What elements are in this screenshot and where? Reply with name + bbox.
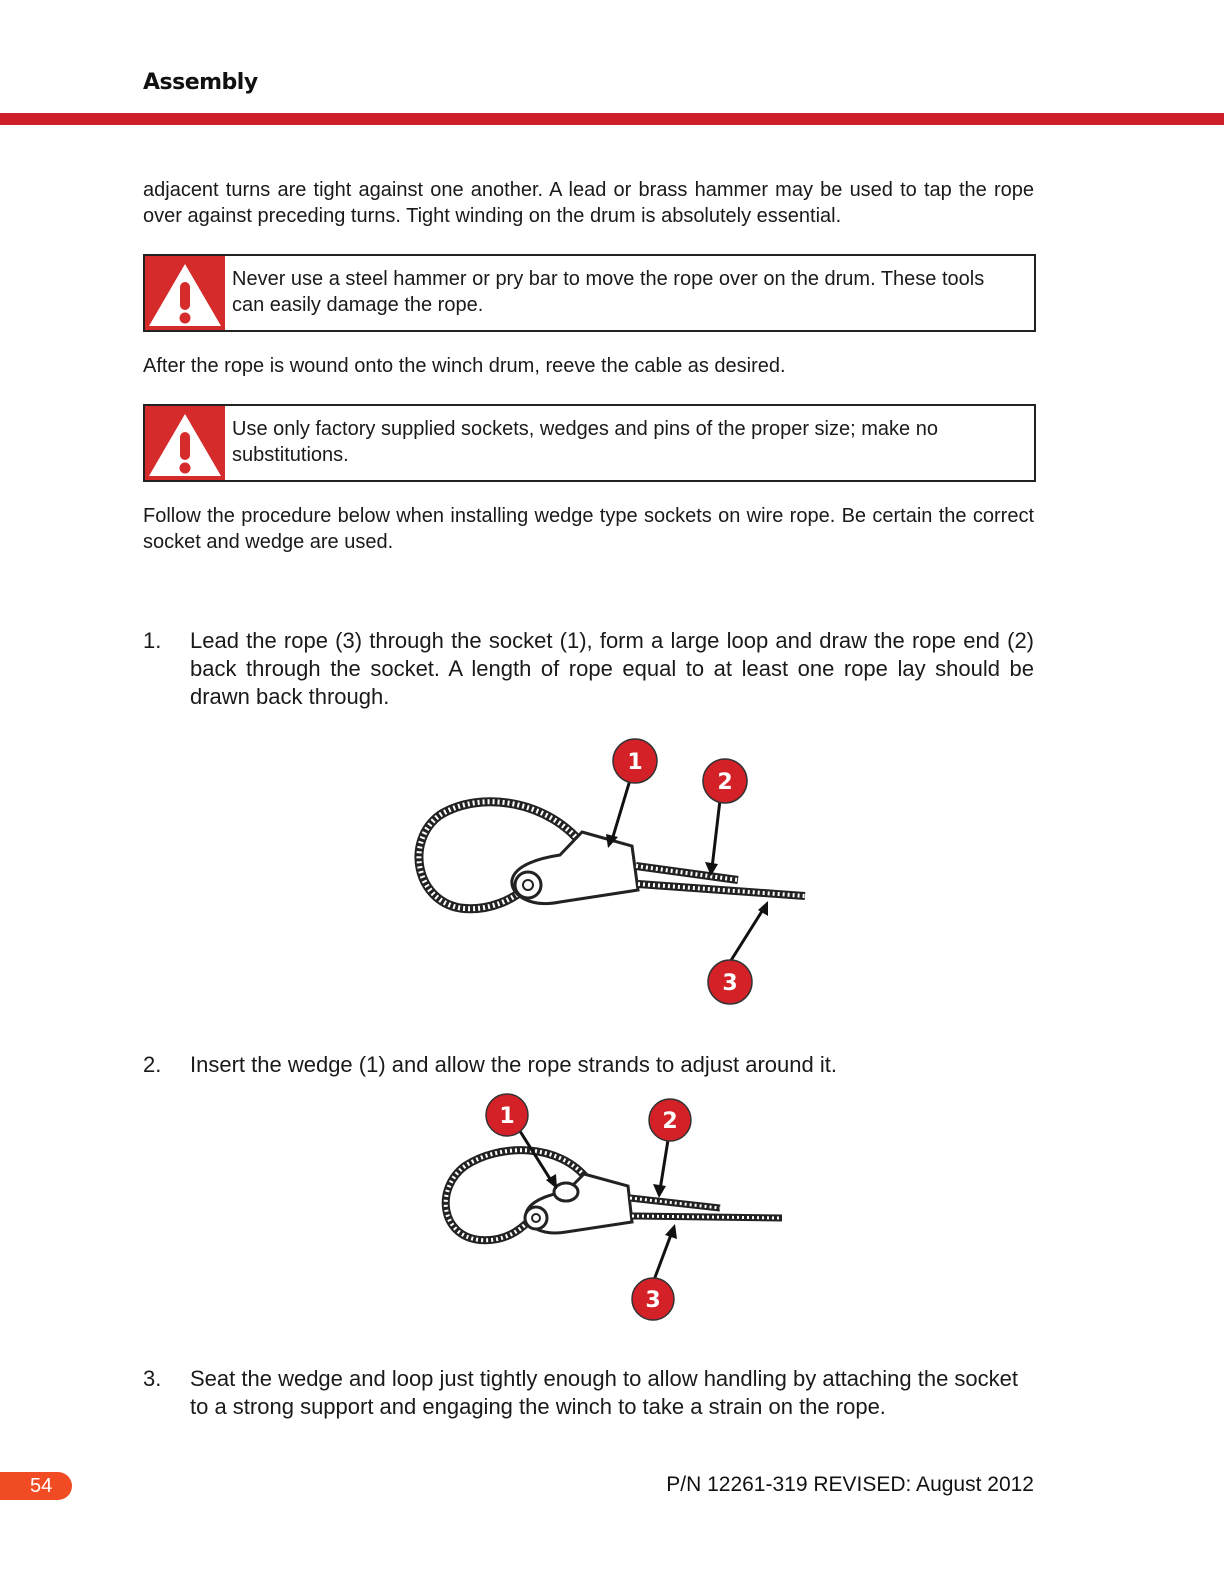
warning-box-1 [143,254,1036,332]
wedge [554,1183,578,1201]
callout-3 [708,960,752,1004]
footer-part-info: P/N 12261-319 REVISED: August 2012 [666,1473,1034,1496]
header-rule [0,113,1224,125]
after-wind-paragraph: After the rope is wound onto the winch drum, reeve the cable as desired. [143,355,786,377]
step-text: Seat the wedge and loop just tightly enough to allow handling by attaching the socket to a strong support and engaging the winch to take a strain on the rope. [190,1366,1019,1419]
callout-3 [632,1278,674,1320]
procedure-intro-paragraph: Follow the procedure below when installing wedge type sockets on wire rope. Be certain the correct socket and wedge are used. [143,505,1034,553]
svg-text:2: 2 [717,770,733,795]
intro-paragraph: adjacent turns are tight against one another. A lead or brass hammer may be used to tap the rope over against preceding turns. Tight winding on the drum is absolutely essential. [143,179,1034,227]
svg-text:2: 2 [662,1109,678,1134]
step-number: 2. [143,1052,162,1077]
warning-triangle-icon [145,406,225,480]
svg-text:3: 3 [722,971,738,996]
warning-box-2 [143,404,1036,482]
svg-text:3: 3 [645,1288,661,1313]
step-3 [143,1365,1034,1421]
page-number: 54 [30,1475,53,1497]
warning-triangle-icon [145,256,225,330]
step-2 [143,1051,1034,1079]
page-number-tab [0,1472,72,1500]
wedge-socket-figure-2 [420,1088,820,1328]
callout-2 [703,759,747,803]
svg-text:1: 1 [499,1104,515,1129]
warning-2-text: Use only factory supplied sockets, wedges and pins of the proper size; make no substitutions. [232,418,938,466]
callout-2 [649,1099,691,1141]
step-text: Lead the rope (3) through the socket (1), form a large loop and draw the rope end (2) back through the socket. A length of rope equal to at least one rope lay should be drawn back through. [190,628,1034,709]
wedge-socket-figure-1 [400,730,840,1010]
svg-text:1: 1 [627,750,643,775]
page-section-title: Assembly [143,70,258,95]
callout-1 [613,739,657,783]
step-number: 1. [143,628,162,653]
step-1 [143,627,1034,711]
callout-1 [486,1094,528,1136]
warning-1-text: Never use a steel hammer or pry bar to move the rope over on the drum. These tools can easily damage the rope. [232,268,985,316]
step-text: Insert the wedge (1) and allow the rope strands to adjust around it. [190,1052,837,1077]
step-number: 3. [143,1366,162,1391]
